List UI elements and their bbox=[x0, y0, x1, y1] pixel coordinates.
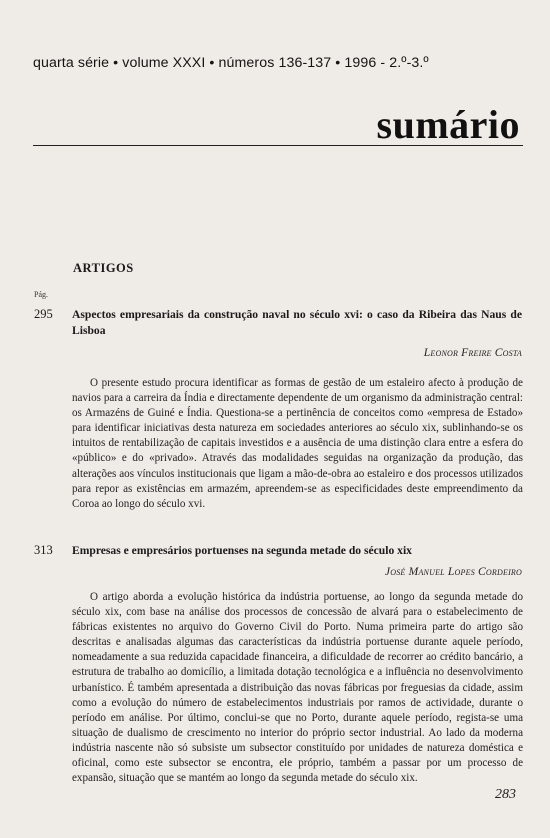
issue-line: quarta série • volume XXXI • números 136-137 • 1996 - 2.º-3.º bbox=[33, 55, 429, 71]
article-author: Leonor Freire Costa bbox=[423, 346, 522, 359]
article-page-number: 313 bbox=[34, 543, 53, 557]
section-title: ARTIGOS bbox=[73, 261, 134, 275]
article-abstract: O artigo aborda a evolução histórica da indústria portuense, ao longo da segunda metade do século xix, com base na análise dos processos de concessão de alvará para o estabelecimento de fábricas existentes no arquivo do Governo Civil do Porto. Numa primeira parte do artigo são descritas e analisadas algumas das características da indústria portuense durante aquele período, nomeadamente a sua reduzida capacidade financeira, a dificuldade de recorrer ao crédito bancário, a estrutura de trabalho ao domicílio, a limitada dotação tecnológica e a influência no desenvolvimento urbanístico. É também apresentada a distribuição das novas fábricas por freguesias da cidade, assim como a evolução do número de estabelecimentos industriais por ramos de actividade, durante o período em análise. Por último, conclui-se que no Porto, durante aquele período, regista-se uma situação de dualismo de crescimento no interior do próprio sector industrial. Ao lado da moderna indústria nascente não só subsiste um subsector constituído por unidades de natureza doméstica e oficinal, como este subsector se encontra, ele próprio, também a passar por um processo de expansão, situação que se mantém ao longo da segunda metade do século xix. bbox=[72, 591, 523, 785]
article-title: Aspectos empresariais da construção naval no século xvi: o caso da Ribeira das Naus de Lisboa bbox=[72, 308, 522, 337]
article-abstract: O presente estudo procura identificar as formas de gestão de um estaleiro afecto à produção de navios para a carreira da Índia e directamente dependente de um organismo da administração central: os Armazéns de Guiné e Índia. Questiona-se a pertinência de conceitos como «empresa de Estado» para identificar iniciativas desta natureza em sociedades anteriores ao século xix, sublinhando-se os intuitos de rentabilização de capitais investidos e a ausência de uma distinção clara entre a esfera do «público» e do «privado». Através das modalidades seguidas na organização da produção, das alterações aos vínculos institucionais que ligam a mão-de-obra ao estaleiro e dos processos utilizados para repor as existências em armazém, apreendem-se as especificidades deste empreendimento da Coroa ao longo do século xvi. bbox=[72, 377, 523, 510]
page-title: sumário bbox=[376, 102, 520, 147]
article-page-number: 295 bbox=[34, 307, 53, 321]
title-rule bbox=[33, 145, 523, 146]
page-column-label: Pág. bbox=[34, 290, 48, 299]
article-title: Empresas e empresários portuenses na segunda metade do século xix bbox=[72, 544, 412, 557]
article-author: José Manuel Lopes Cordeiro bbox=[384, 565, 522, 578]
folio-page-number: 283 bbox=[495, 787, 516, 802]
